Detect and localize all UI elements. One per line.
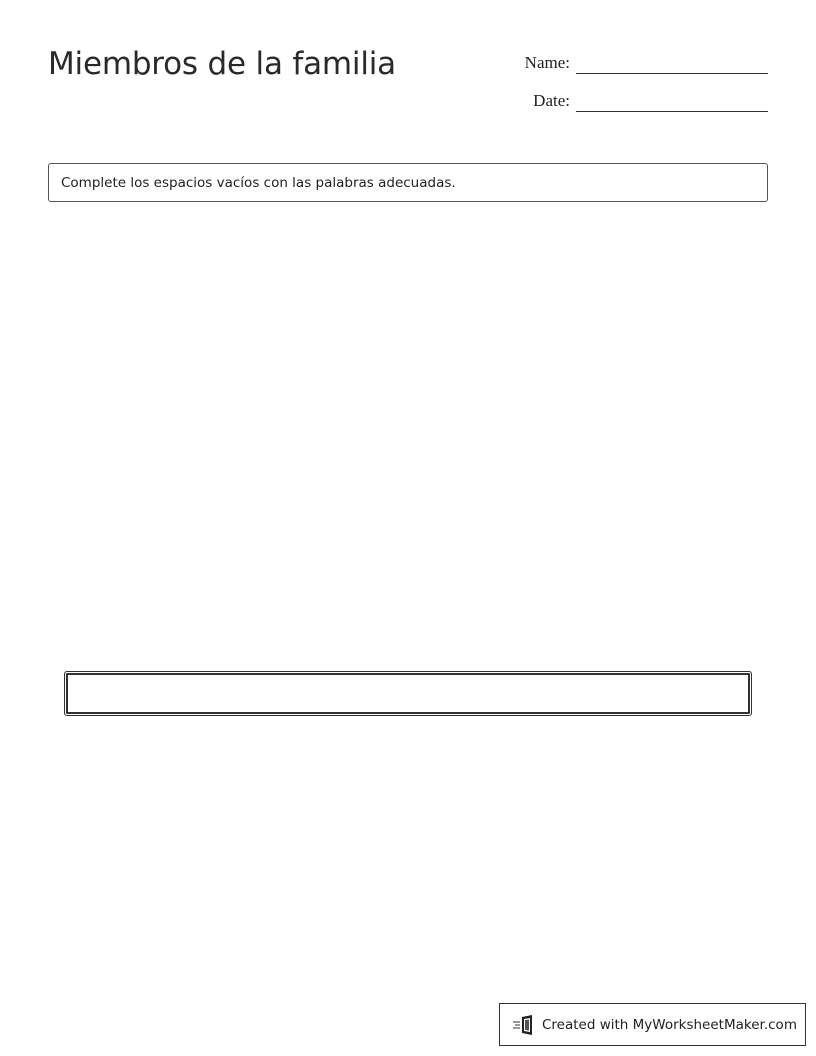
- worksheet-door-icon: [512, 1014, 536, 1036]
- word-bank-box: [64, 671, 752, 716]
- name-field[interactable]: [576, 52, 768, 74]
- name-label: Name:: [524, 53, 570, 72]
- instructions-text: Complete los espacios vacíos con las palabras adecuadas.: [61, 174, 456, 191]
- footer-credit-badge[interactable]: [499, 1003, 806, 1046]
- instructions-box: [48, 163, 768, 202]
- date-field[interactable]: [576, 90, 768, 112]
- date-label: Date:: [533, 91, 570, 110]
- footer-credit-text: Created with MyWorksheetMaker.com: [542, 1016, 797, 1033]
- page-title: Miembros de la familia: [48, 46, 396, 82]
- date-field-row: [516, 90, 768, 112]
- name-field-row: [516, 52, 768, 74]
